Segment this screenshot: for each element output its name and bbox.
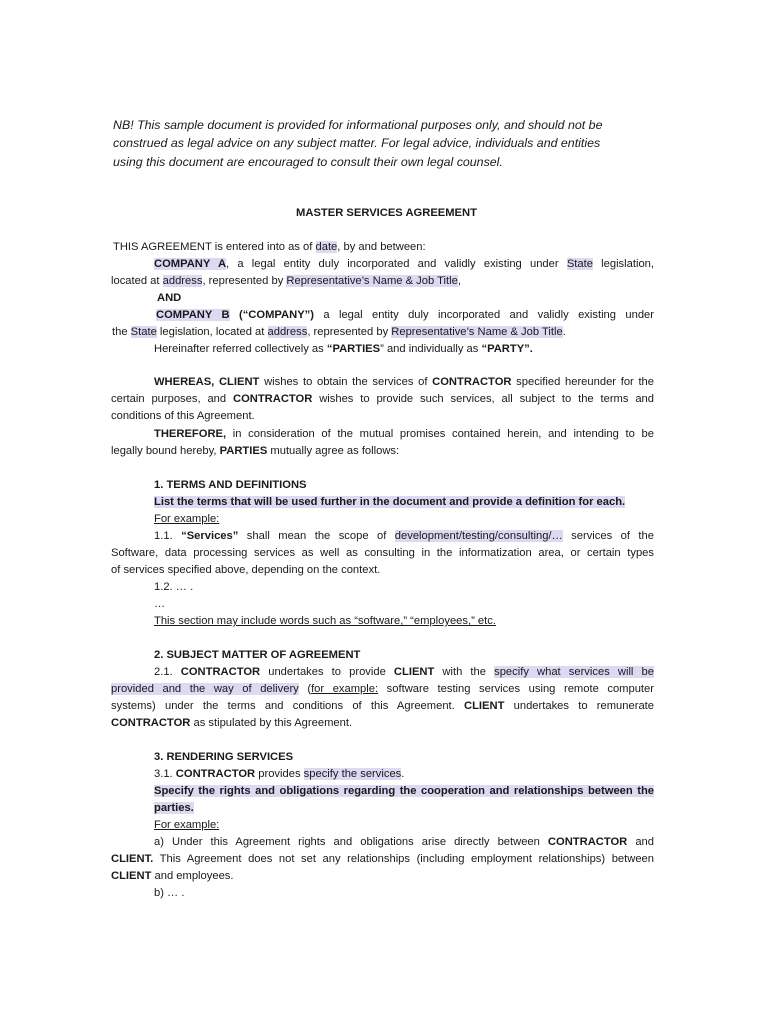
delivery-placeholder: provided and the way of delivery <box>111 683 299 695</box>
intro-line: THIS AGREEMENT is entered into as of date, by and between: <box>113 241 426 253</box>
clause-1-2: 1.2. … . <box>154 581 194 593</box>
state-placeholder: State <box>130 326 157 338</box>
example-label: For example: <box>154 819 220 831</box>
services-placeholder: development/testing/consulting/… <box>394 530 563 542</box>
clause-3-a-line: CLIENT and employees. <box>111 870 234 882</box>
clause-2-1-line: systems) under the terms and conditions of this Agreement. CLIENT undertakes to remunerate <box>111 700 654 712</box>
clause-3-b: b) … . <box>154 887 185 899</box>
services-placeholder: specify the services <box>303 768 402 780</box>
company-a-name: COMPANY A <box>154 258 227 270</box>
representative-placeholder: Representative’s Name & Job Title <box>391 326 563 338</box>
section-1-note: This section may include words such as “software,” “employees,” etc. <box>154 615 496 627</box>
company-b-line: the State legislation, located at address, represented by Representative’s Name & Job Title. <box>112 326 566 338</box>
therefore-line: legally bound hereby, PARTIES mutually agree as follows: <box>111 445 400 457</box>
therefore-line: THEREFORE, in consideration of the mutual promises contained herein, and intending to be <box>154 428 654 440</box>
date-placeholder: date <box>315 241 338 253</box>
clause-1-1-line: Software, data processing services as well as consulting in the informatization area, or certain types <box>111 547 654 559</box>
whereas-line: WHEREAS, CLIENT wishes to obtain the services of CONTRACTOR specified hereunder for the <box>154 376 654 388</box>
clause-2-1-line: 2.1. CONTRACTOR undertakes to provide CLIENT with the specify what services will be <box>154 666 654 678</box>
section-3-instruction: parties. <box>154 802 194 814</box>
clause-1-1-line: 1.1. “Services” shall mean the scope of development/testing/consulting/… services of the <box>154 530 654 542</box>
ellipsis: … <box>154 598 166 610</box>
hereinafter-line: Hereinafter referred collectively as “PARTIES” and individually as “PARTY”. <box>154 343 533 355</box>
company-a-line: COMPANY A, a legal entity duly incorporated and validly existing under State legislation, <box>154 258 654 270</box>
services-placeholder: specify what services will be <box>494 666 654 678</box>
clause-1-1-line: of services specified above, depending on the context. <box>111 564 381 576</box>
address-placeholder: address <box>162 275 203 287</box>
clause-2-1-line: provided and the way of delivery (for example: software testing services using remote computer <box>111 683 654 695</box>
disclaimer-line: construed as legal advice on any subject matter. For legal advice, individuals and entities <box>113 136 601 150</box>
section-1-heading: 1. TERMS AND DEFINITIONS <box>154 479 307 491</box>
whereas-line: certain purposes, and CONTRACTOR wishes to provide such services, all subject to the terms and <box>111 393 654 405</box>
section-3-heading: 3. RENDERING SERVICES <box>154 751 294 763</box>
and-separator: AND <box>157 292 182 304</box>
address-placeholder: address <box>267 326 308 338</box>
example-label: For example: <box>154 513 220 525</box>
clause-3-a-line: CLIENT. This Agreement does not set any relationships (including employment relationships) between <box>111 853 654 865</box>
state-placeholder: State <box>566 258 593 270</box>
document-title: MASTER SERVICES AGREEMENT <box>296 207 477 219</box>
disclaimer-line: using this document are encouraged to consult their own legal counsel. <box>113 155 503 169</box>
company-b-name: COMPANY B <box>156 309 230 321</box>
clause-2-1-line: CONTRACTOR as stipulated by this Agreement. <box>111 717 353 729</box>
section-3-instruction: Specify the rights and obligations regarding the cooperation and relationships between the <box>154 785 654 797</box>
whereas-line: conditions of this Agreement. <box>111 410 255 422</box>
clause-3-a-line: a) Under this Agreement rights and obligations arise directly between CONTRACTOR and <box>154 836 654 848</box>
company-b-line: COMPANY B (“COMPANY”) a legal entity duly incorporated and validly existing under <box>156 309 654 321</box>
clause-3-1: 3.1. CONTRACTOR provides specify the services. <box>154 768 405 780</box>
company-a-line: located at address, represented by Representative’s Name & Job Title, <box>111 275 461 287</box>
representative-placeholder: Representative’s Name & Job Title <box>286 275 458 287</box>
section-1-instruction: List the terms that will be used further in the document and provide a definition for each. <box>154 496 626 508</box>
section-2-heading: 2. SUBJECT MATTER OF AGREEMENT <box>154 649 361 661</box>
disclaimer-line: NB! This sample document is provided for informational purposes only, and should not be <box>113 118 603 132</box>
